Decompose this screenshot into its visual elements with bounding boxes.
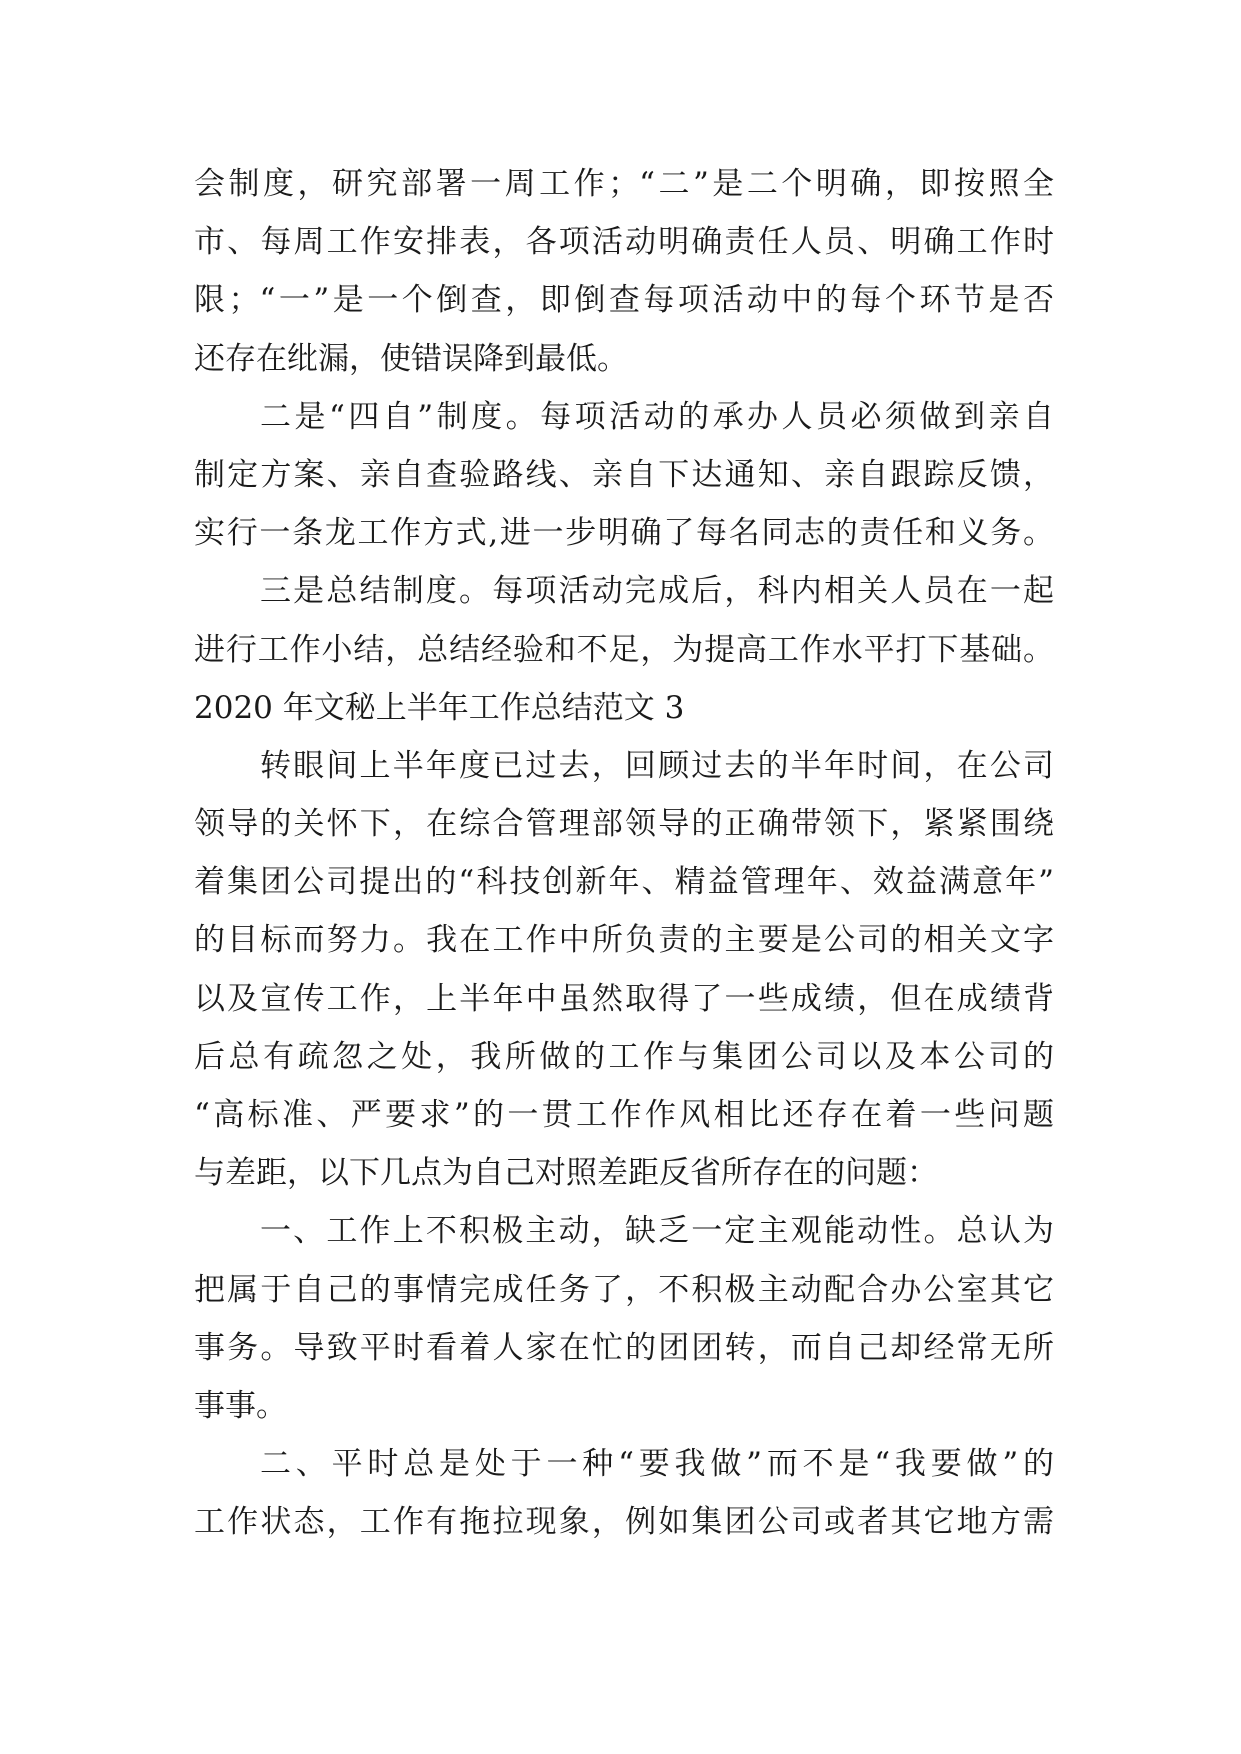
- paragraph-line: 还存在纰漏，使错误降到最低。: [194, 340, 628, 377]
- paragraph-line: 三是总结制度。每项活动完成后，科内相关人员在一起: [260, 573, 1054, 610]
- paragraph-line: 一、工作上不积极主动，缺乏一定主观能动性。总认为: [260, 1213, 1054, 1250]
- paragraph-line: 事务。导致平时看着人家在忙的团团转，而自己却经常无所: [194, 1329, 1054, 1366]
- paragraph-line: “高标准、严要求”的一贯工作作风相比还存在着一些问题: [194, 1097, 1054, 1133]
- paragraph-line: 的目标而努力。我在工作中所负责的主要是公司的相关文字: [194, 922, 1054, 959]
- paragraph-line: 制定方案、亲自查验路线、亲自下达通知、亲自跟踪反馈，: [194, 456, 1054, 493]
- section-heading: 2020 年文秘上半年工作总结范文 3: [194, 689, 685, 726]
- paragraph-line: 领导的关怀下，在综合管理部领导的正确带领下，紧紧围绕: [194, 806, 1054, 843]
- paragraph-line: 实行一条龙工作方式,进一步明确了每名同志的责任和义务。: [194, 515, 1054, 552]
- paragraph-line: 进行工作小结，总结经验和不足，为提高工作水平打下基础。: [194, 631, 1054, 668]
- paragraph-line: 市、每周工作安排表，各项活动明确责任人员、明确工作时: [194, 224, 1054, 261]
- paragraph-line: 二是“四自”制度。每项活动的承办人员必须做到亲自: [260, 398, 1054, 435]
- paragraph-line: 后总有疏忽之处，我所做的工作与集团公司以及本公司的: [194, 1038, 1054, 1075]
- paragraph-line: 转眼间上半年度已过去，回顾过去的半年时间，在公司: [260, 747, 1054, 784]
- paragraph-line: 事事。: [194, 1387, 287, 1424]
- paragraph-line: 工作状态，工作有拖拉现象，例如集团公司或者其它地方需: [194, 1504, 1054, 1541]
- paragraph-line: 会制度，研究部署一周工作；“二”是二个明确，即按照全: [194, 166, 1054, 202]
- paragraph-line: 限；“一”是一个倒查，即倒查每项活动中的每个环节是否: [194, 282, 1054, 319]
- paragraph-line: 二、平时总是处于一种“要我做”而不是“我要做”的: [260, 1446, 1054, 1483]
- paragraph-line: 把属于自己的事情完成任务了，不积极主动配合办公室其它: [194, 1271, 1054, 1308]
- paragraph-line: 与差距，以下几点为自己对照差距反省所存在的问题：: [194, 1155, 938, 1192]
- document-body: [194, 155, 1054, 1552]
- paragraph-line: 着集团公司提出的“科技创新年、精益管理年、效益满意年”: [194, 864, 1054, 901]
- paragraph-line: 以及宣传工作，上半年中虽然取得了一些成绩，但在成绩背: [194, 980, 1054, 1017]
